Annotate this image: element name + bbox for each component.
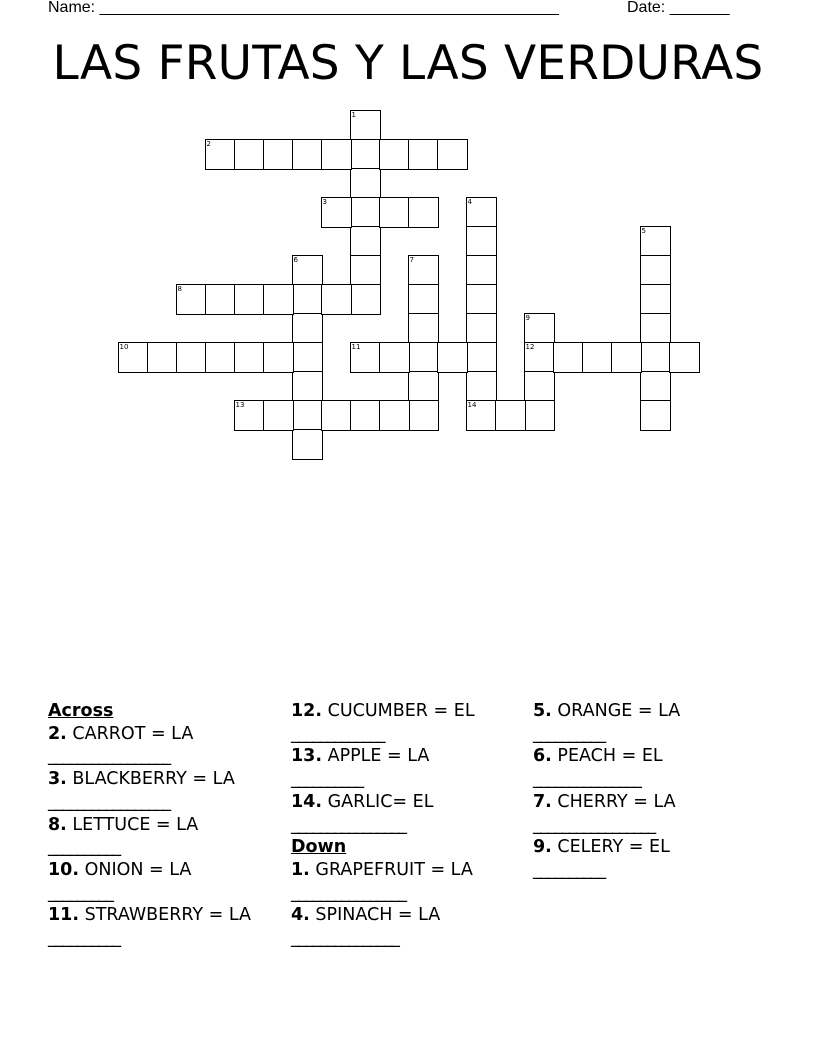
grid-cell[interactable]: [524, 400, 555, 431]
cell-number: 5: [641, 226, 646, 235]
answer-blank[interactable]: _________________: [48, 746, 170, 767]
cell-number: 12: [525, 342, 535, 351]
grid-cell[interactable]: [640, 342, 671, 373]
grid-cell[interactable]: [466, 371, 497, 402]
grid-cell[interactable]: [437, 139, 468, 170]
cell-number: 4: [467, 197, 472, 206]
clue-text: CHERRY = LA: [557, 791, 676, 812]
clues-section: [48, 700, 768, 980]
cell-number: 8: [177, 284, 182, 293]
grid-cell[interactable]: [350, 284, 381, 315]
answer-blank[interactable]: ________________: [291, 882, 406, 903]
grid-cell[interactable]: [524, 371, 555, 402]
clue-number: 5.: [533, 701, 552, 721]
grid-cell[interactable]: [495, 400, 526, 431]
grid-cell[interactable]: [234, 400, 265, 431]
clue-number: 9.: [533, 837, 552, 858]
clue-number: 1.: [291, 859, 310, 880]
grid-cell[interactable]: [466, 197, 497, 228]
name-label: Name:: [48, 0, 96, 16]
grid-cell[interactable]: [640, 226, 671, 257]
clue-text: LETTUCE = LA: [72, 814, 199, 835]
cell-number: 14: [467, 400, 477, 409]
grid-cell[interactable]: [437, 342, 468, 373]
grid-cell[interactable]: [408, 371, 439, 402]
clue-number: 8.: [48, 814, 67, 835]
grid-cell[interactable]: [524, 342, 555, 373]
grid-cell[interactable]: [408, 197, 439, 228]
grid-cell[interactable]: [408, 400, 439, 431]
grid-cell[interactable]: [553, 342, 584, 373]
clue-down-1: [291, 859, 531, 882]
grid-cell[interactable]: [350, 400, 381, 431]
clue-text: APPLE = LA: [327, 746, 430, 767]
answer-blank[interactable]: __________: [48, 928, 120, 949]
grid-cell[interactable]: [350, 255, 381, 286]
grid-cell[interactable]: [350, 197, 381, 228]
cell-number: 10: [119, 342, 129, 351]
clue-down-6: [533, 745, 773, 768]
grid-cell[interactable]: [466, 313, 497, 344]
grid-cell[interactable]: [292, 400, 323, 431]
grid-cell[interactable]: [263, 342, 294, 373]
grid-cell[interactable]: [234, 139, 265, 170]
grid-cell[interactable]: [321, 284, 352, 315]
clue-number: 14.: [291, 791, 323, 812]
clue-text: CARROT = LA: [72, 723, 194, 744]
grid-cell[interactable]: [379, 139, 410, 170]
clue-text: GRAPEFRUIT = LA: [315, 859, 473, 880]
clue-down-4: [291, 904, 531, 927]
answer-blank[interactable]: __________: [533, 859, 605, 880]
grid-cell[interactable]: [321, 400, 352, 431]
clue-number: 4.: [291, 905, 310, 926]
grid-cell[interactable]: [350, 110, 381, 141]
answer-blank[interactable]: __________: [291, 769, 363, 790]
grid-cell[interactable]: [234, 342, 265, 373]
clue-text: ORANGE = LA: [557, 701, 681, 721]
clue-across-10: [48, 859, 288, 882]
clue-column-3: [533, 700, 773, 882]
clue-number: 6.: [533, 746, 552, 767]
clue-across-12: [291, 700, 531, 723]
crossword-grid: [0, 0, 816, 470]
grid-cell[interactable]: [466, 255, 497, 286]
grid-cell[interactable]: [408, 342, 439, 373]
clue-number: 10.: [48, 859, 80, 880]
clue-text: STRAWBERRY = LA: [84, 905, 252, 926]
clue-text: GARLIC= EL: [327, 791, 434, 812]
grid-cell[interactable]: [582, 342, 613, 373]
grid-cell[interactable]: [205, 139, 236, 170]
grid-cell[interactable]: [466, 226, 497, 257]
grid-cell[interactable]: [408, 284, 439, 315]
grid-cell[interactable]: [205, 342, 236, 373]
grid-cell[interactable]: [292, 139, 323, 170]
clue-down-5: [533, 700, 773, 723]
answer-blank[interactable]: _________________: [533, 814, 655, 835]
across-heading: Across: [48, 701, 114, 721]
cell-number: 6: [293, 255, 298, 264]
grid-cell[interactable]: [640, 400, 671, 431]
grid-cell[interactable]: [379, 197, 410, 228]
answer-blank[interactable]: _________________: [48, 791, 170, 812]
grid-cell[interactable]: [321, 197, 352, 228]
clue-text: PEACH = EL: [557, 746, 663, 767]
cell-number: 13: [235, 400, 245, 409]
grid-cell[interactable]: [466, 284, 497, 315]
clue-text: CUCUMBER = EL: [327, 701, 475, 721]
clue-text: CELERY = EL: [557, 837, 670, 858]
grid-cell[interactable]: [205, 284, 236, 315]
grid-cell[interactable]: [640, 284, 671, 315]
grid-cell[interactable]: [292, 255, 323, 286]
cell-number: 2: [206, 139, 211, 148]
grid-cell[interactable]: [408, 139, 439, 170]
clue-across-8: [48, 814, 288, 837]
answer-blank[interactable]: _______________: [533, 769, 641, 790]
clue-column-2: [291, 700, 531, 950]
grid-cell[interactable]: [466, 342, 497, 373]
grid-cell[interactable]: [640, 371, 671, 402]
grid-cell[interactable]: [147, 342, 178, 373]
grid-cell[interactable]: [350, 342, 381, 373]
grid-cell[interactable]: [350, 139, 381, 170]
down-heading: Down: [291, 837, 347, 858]
clue-down-7: [533, 791, 773, 814]
clue-down-9: [533, 836, 773, 859]
clue-across-14: [291, 791, 531, 814]
clue-number: 7.: [533, 791, 552, 812]
clue-text: ONION = LA: [84, 859, 192, 880]
cell-number: 9: [525, 313, 530, 322]
grid-cell[interactable]: [234, 284, 265, 315]
clue-across-2: [48, 723, 288, 746]
grid-cell[interactable]: [379, 342, 410, 373]
grid-cell[interactable]: [379, 400, 410, 431]
grid-cell[interactable]: [350, 226, 381, 257]
answer-blank[interactable]: ________________: [291, 814, 406, 835]
cell-number: 3: [322, 197, 327, 206]
grid-cell[interactable]: [176, 284, 207, 315]
clue-column-1: [48, 700, 288, 950]
clue-number: 11.: [48, 905, 80, 926]
grid-cell[interactable]: [263, 284, 294, 315]
grid-cell[interactable]: [611, 342, 642, 373]
page-title: LAS FRUTAS Y LAS VERDURAS: [52, 36, 764, 91]
grid-cell[interactable]: [292, 342, 323, 373]
clue-number: 3.: [48, 769, 67, 790]
answer-blank[interactable]: _______________: [291, 928, 399, 949]
grid-cell[interactable]: [669, 342, 700, 373]
grid-cell[interactable]: [350, 168, 381, 199]
grid-cell[interactable]: [292, 313, 323, 344]
grid-cell[interactable]: [118, 342, 149, 373]
clue-number: 12.: [291, 701, 323, 721]
grid-cell[interactable]: [321, 139, 352, 170]
grid-cell[interactable]: [408, 313, 439, 344]
grid-cell[interactable]: [292, 284, 323, 315]
cell-number: 7: [409, 255, 414, 264]
clue-number: 13.: [291, 746, 323, 767]
grid-cell[interactable]: [640, 313, 671, 344]
grid-cell[interactable]: [408, 255, 439, 286]
name-line[interactable]: ______________________________________________________: [99, 0, 559, 16]
clue-across-3: [48, 768, 288, 791]
grid-cell[interactable]: [263, 139, 294, 170]
clue-text: SPINACH = LA: [315, 905, 441, 926]
date-label: Date:: [627, 0, 666, 16]
grid-cell[interactable]: [176, 342, 207, 373]
answer-blank[interactable]: __________: [533, 723, 605, 744]
date-line[interactable]: _______: [669, 0, 730, 16]
cell-number: 1: [351, 110, 356, 119]
grid-cell[interactable]: [640, 255, 671, 286]
clue-across-13: [291, 745, 531, 768]
answer-blank[interactable]: _________: [48, 882, 113, 903]
cell-number: 11: [351, 342, 361, 351]
grid-cell[interactable]: [524, 313, 555, 344]
answer-blank[interactable]: __________: [48, 837, 120, 858]
clue-text: BLACKBERRY = LA: [72, 769, 235, 790]
answer-blank[interactable]: _____________: [291, 723, 384, 744]
clue-number: 2.: [48, 723, 67, 744]
clue-across-11: [48, 904, 288, 927]
grid-cell[interactable]: [263, 400, 294, 431]
grid-cell[interactable]: [466, 400, 497, 431]
grid-cell[interactable]: [292, 371, 323, 402]
grid-cell[interactable]: [292, 429, 323, 460]
